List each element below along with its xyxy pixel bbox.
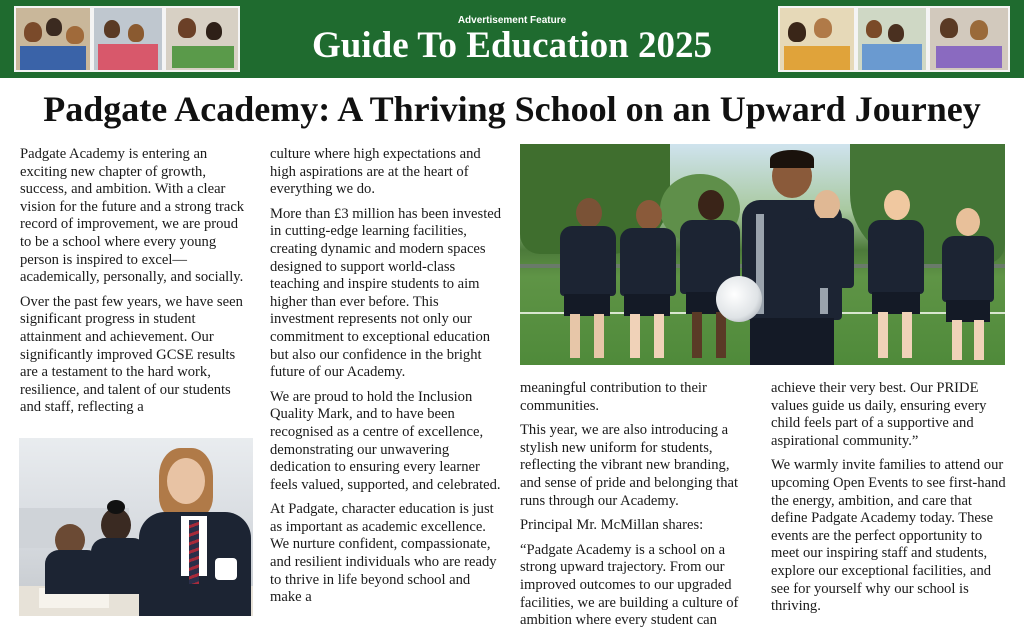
banner-title: Guide To Education 2025 [312, 25, 712, 66]
paragraph: meaningful contribution to their communities. [520, 380, 707, 414]
paragraph: More than £3 million has been invested in cutting-edge learning facilities, creating dynamic and modern spaces designed to support world-class teaching and inspire students to aim higher than ever before. This investment represents not only our commitment to exceptional education but also our confidence in the bright future of our Academy. [270, 205, 502, 381]
paragraph: At Padgate, character education is just as important as academic excellence. We nurture confident, compassionate, and resilient individuals who are ready to thrive in life beyond school and make a [270, 501, 497, 606]
banner-photo-classroom-4 [778, 6, 856, 72]
banner-photo-classroom-6 [928, 6, 1010, 72]
classroom-students-photo [19, 438, 253, 616]
article-headline: Padgate Academy: A Thriving School on an Upward Journey [43, 89, 981, 129]
paragraph: We warmly invite families to attend our upcoming Open Events to see first-hand the energy, ambition, and care that define Padgate Academy today. These events are the perfect opportunity to meet our inspiring staff and students, explore our exceptional facilities, and see for yourself why our school is thriving. [771, 457, 1006, 615]
paragraph: Over the past few years, we have seen significant progress in student attainment and achievement. Our significantly improved GCSE results are a testament to the hard work, resilience, and talent of our students and staff, reflecting a [20, 293, 243, 416]
article-column-4 [771, 380, 1011, 623]
paragraph: “Padgate Academy is a school on a strong upward trajectory. From our improved outcomes to our upgraded facilities, we are building a culture of ambition where every student can [520, 541, 739, 629]
article-column-2 [270, 146, 504, 614]
paragraph: This year, we are also introducing a stylish new uniform for students, reflecting the vibrant new branding, and sense of pride and belonging that runs through our Academy. [520, 422, 739, 509]
paragraph: Padgate Academy is entering an exciting new chapter of growth, success, and ambition. With a clear vision for the future and a strong track record of improvement, we are proud to be a school where every young person is inspired to excel—academically, personally, and socially. [20, 146, 245, 286]
students-football-pitch-photo [520, 144, 1005, 365]
paragraph: We are proud to hold the Inclusion Quality Mark, and to have been recognised as a centre of excellence, demonstrating our unwavering dedication to ensuring every learner feels valued, supported, and celebrated. [270, 388, 501, 493]
paragraph: Principal Mr. McMillan shares: [520, 517, 704, 534]
article-column-3 [520, 380, 754, 637]
article-column-1 [20, 146, 252, 424]
banner-photo-classroom-5 [856, 6, 928, 72]
advert-banner [0, 0, 1024, 78]
advert-kicker: Advertisement Feature [457, 15, 567, 26]
paragraph: culture where high expectations and high aspirations are at the heart of everything we do. [270, 146, 481, 198]
paragraph: achieve their very best. Our PRIDE values guide us daily, ensuring every child feels part of a supportive and aspirational community.” [771, 380, 987, 449]
